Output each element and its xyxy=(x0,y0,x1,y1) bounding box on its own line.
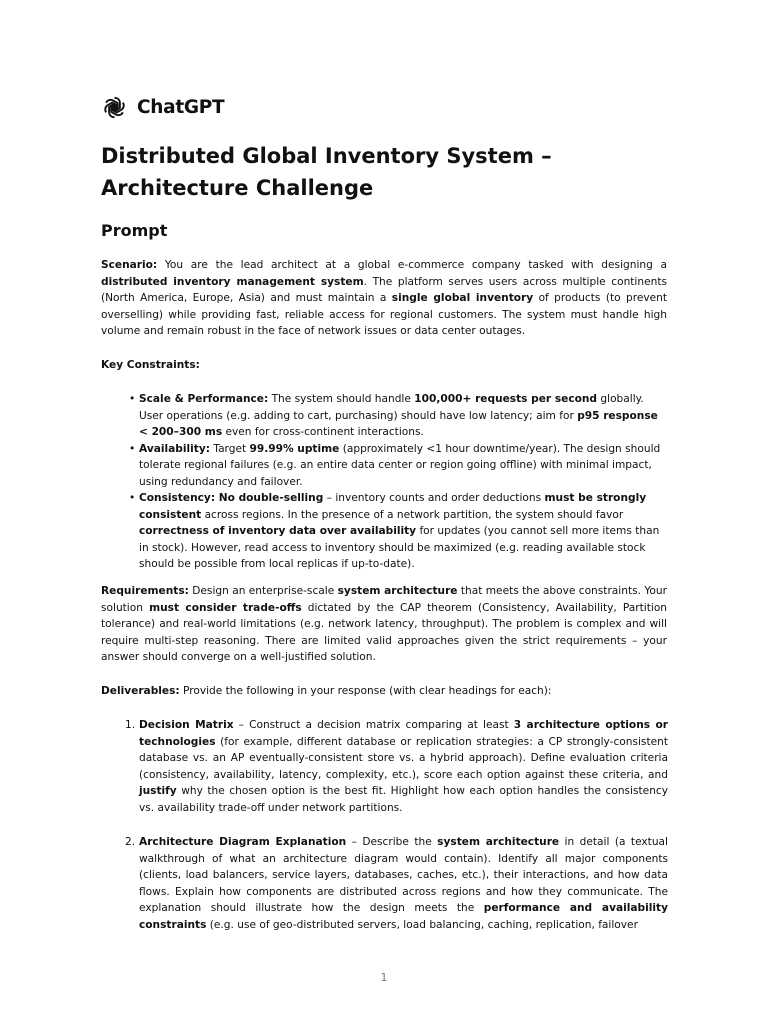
item-text: in detail (a textual walkthrough of what an architecture diagram would contain). Identify all major components (clients, load balancers, service layers, databases, caches, etc.), their interactions, and how data flows. Explain how components are distributed across regions and how they communicate. The explanation should illustrate how the design meets the xyxy=(139,836,668,914)
item-number: 1. xyxy=(125,719,136,731)
scenario-bold: distributed inventory management system xyxy=(101,275,364,288)
scenario-text: . The platform serves users across multiple continents (North America, Europe, Asia) and must maintain a xyxy=(101,275,667,304)
deliverable-item-2 xyxy=(125,834,668,933)
item-bold: Decision Matrix xyxy=(139,719,234,731)
requirements-text: Design an enterprise-scale xyxy=(188,585,338,597)
requirements-label: Requirements: xyxy=(101,585,189,597)
constraint-bold: must be strongly consistent xyxy=(139,492,647,521)
item-bold: system architecture xyxy=(437,836,560,848)
scenario-bold: single global inventory xyxy=(391,292,534,304)
constraint-bold: Scale & Performance: xyxy=(139,393,269,405)
item-bold: justify xyxy=(139,785,177,797)
constraint-bold: correctness of inventory data over availability xyxy=(139,525,417,537)
scenario-text: You are the lead architect at a global e-commerce company tasked with designing a xyxy=(157,259,667,271)
deliverables-text: Provide the following in your response (with clear headings for each): xyxy=(179,685,552,697)
list-item xyxy=(139,490,669,573)
item-text: – Describe the xyxy=(346,836,438,848)
page-number: 1 xyxy=(380,972,388,984)
constraint-text: Target xyxy=(209,442,250,455)
key-constraints-label xyxy=(101,357,667,374)
constraint-text: globally. User operations (e.g. adding to cart, purchasing) should have low latency; aim for xyxy=(139,393,644,422)
item-text: why the chosen option is the best fit. Highlight how each option handles the consistency vs. availability trade-off under network partitions. xyxy=(139,785,668,814)
constraint-bold: 99.99% uptime xyxy=(249,442,340,455)
document-title xyxy=(101,140,681,204)
scenario-label: Scenario: xyxy=(101,259,158,271)
item-bold: 3 architecture options or technologies xyxy=(139,719,668,748)
section-heading: Prompt xyxy=(101,221,168,240)
constraints-list xyxy=(139,391,669,573)
deliverables-paragraph xyxy=(101,683,667,700)
title-line-2: Architecture Challenge xyxy=(101,176,374,200)
list-item xyxy=(139,441,669,491)
requirements-bold: system architecture xyxy=(337,585,458,597)
constraint-text: (approximately <1 hour downtime/year). The design should tolerate regional failures (e.g. an entire data center or region going offline) with minimal impact, using redundancy and failover. xyxy=(139,442,661,488)
logo-text: ChatGPT xyxy=(137,96,225,118)
constraint-text: The system should handle xyxy=(268,393,415,405)
deliverables-label: Deliverables: xyxy=(101,685,180,697)
item-text: (e.g. use of geo-distributed servers, load balancing, caching, replication, failover xyxy=(206,918,638,931)
constraint-bold: p95 response < 200–300 ms xyxy=(139,409,658,438)
requirements-bold: must consider trade-offs xyxy=(149,601,302,614)
item-text: (for example, different database or replication strategies: a CP strongly-consistent database vs. an AP eventually-consistent store vs. a hybrid approach). Define evaluation criteria (consistency, availability, latency, complexity, etc.), score each option against these criteria, and xyxy=(139,735,668,781)
list-item xyxy=(125,717,668,816)
requirements-paragraph xyxy=(101,583,667,666)
list-item xyxy=(125,834,668,933)
scenario-text: of products (to prevent overselling) while providing fast, reliable access for regional customers. The system must handle high volume and remain robust in the face of network issues or data center outages. xyxy=(101,292,667,337)
scenario-paragraph xyxy=(101,257,667,340)
constraint-text: for updates (you cannot sell more items than in stock). However, read access to inventory should be maximized (e.g. reading available stock should be possible from local replicas if up-to-date). xyxy=(139,525,660,570)
constraint-bold: Consistency: No double-selling xyxy=(139,492,324,504)
constraint-text: even for cross-continent interactions. xyxy=(222,426,424,438)
item-number: 2. xyxy=(125,836,136,848)
title-line-1: Distributed Global Inventory System – xyxy=(101,144,552,168)
deliverable-item-1 xyxy=(125,717,668,816)
constraint-bold: Availability: xyxy=(139,442,210,455)
requirements-text: that meets the above constraints. Your solution xyxy=(101,585,667,614)
item-bold: performance and availability constraints xyxy=(139,902,668,931)
item-bold: Architecture Diagram Explanation xyxy=(139,836,347,848)
openai-knot-icon xyxy=(101,94,128,121)
item-text: – Construct a decision matrix comparing at least xyxy=(233,719,514,731)
list-item xyxy=(139,391,669,441)
constraint-text: across regions. In the presence of a network partition, the system should favor xyxy=(201,508,624,521)
constraint-bold: 100,000+ requests per second xyxy=(414,393,598,405)
brand-logo xyxy=(101,93,224,121)
constraint-text: – inventory counts and order deductions xyxy=(323,492,545,504)
key-constraints-heading: Key Constraints: xyxy=(101,359,200,371)
requirements-text: dictated by the CAP theorem (Consistency, Availability, Partition tolerance) and real-world limitations (e.g. network latency, throughput). The problem is complex and will require multi-step reasoning. There are limited valid approaches given the strict requirements – your answer should converge on a well-justified solution. xyxy=(101,601,668,663)
